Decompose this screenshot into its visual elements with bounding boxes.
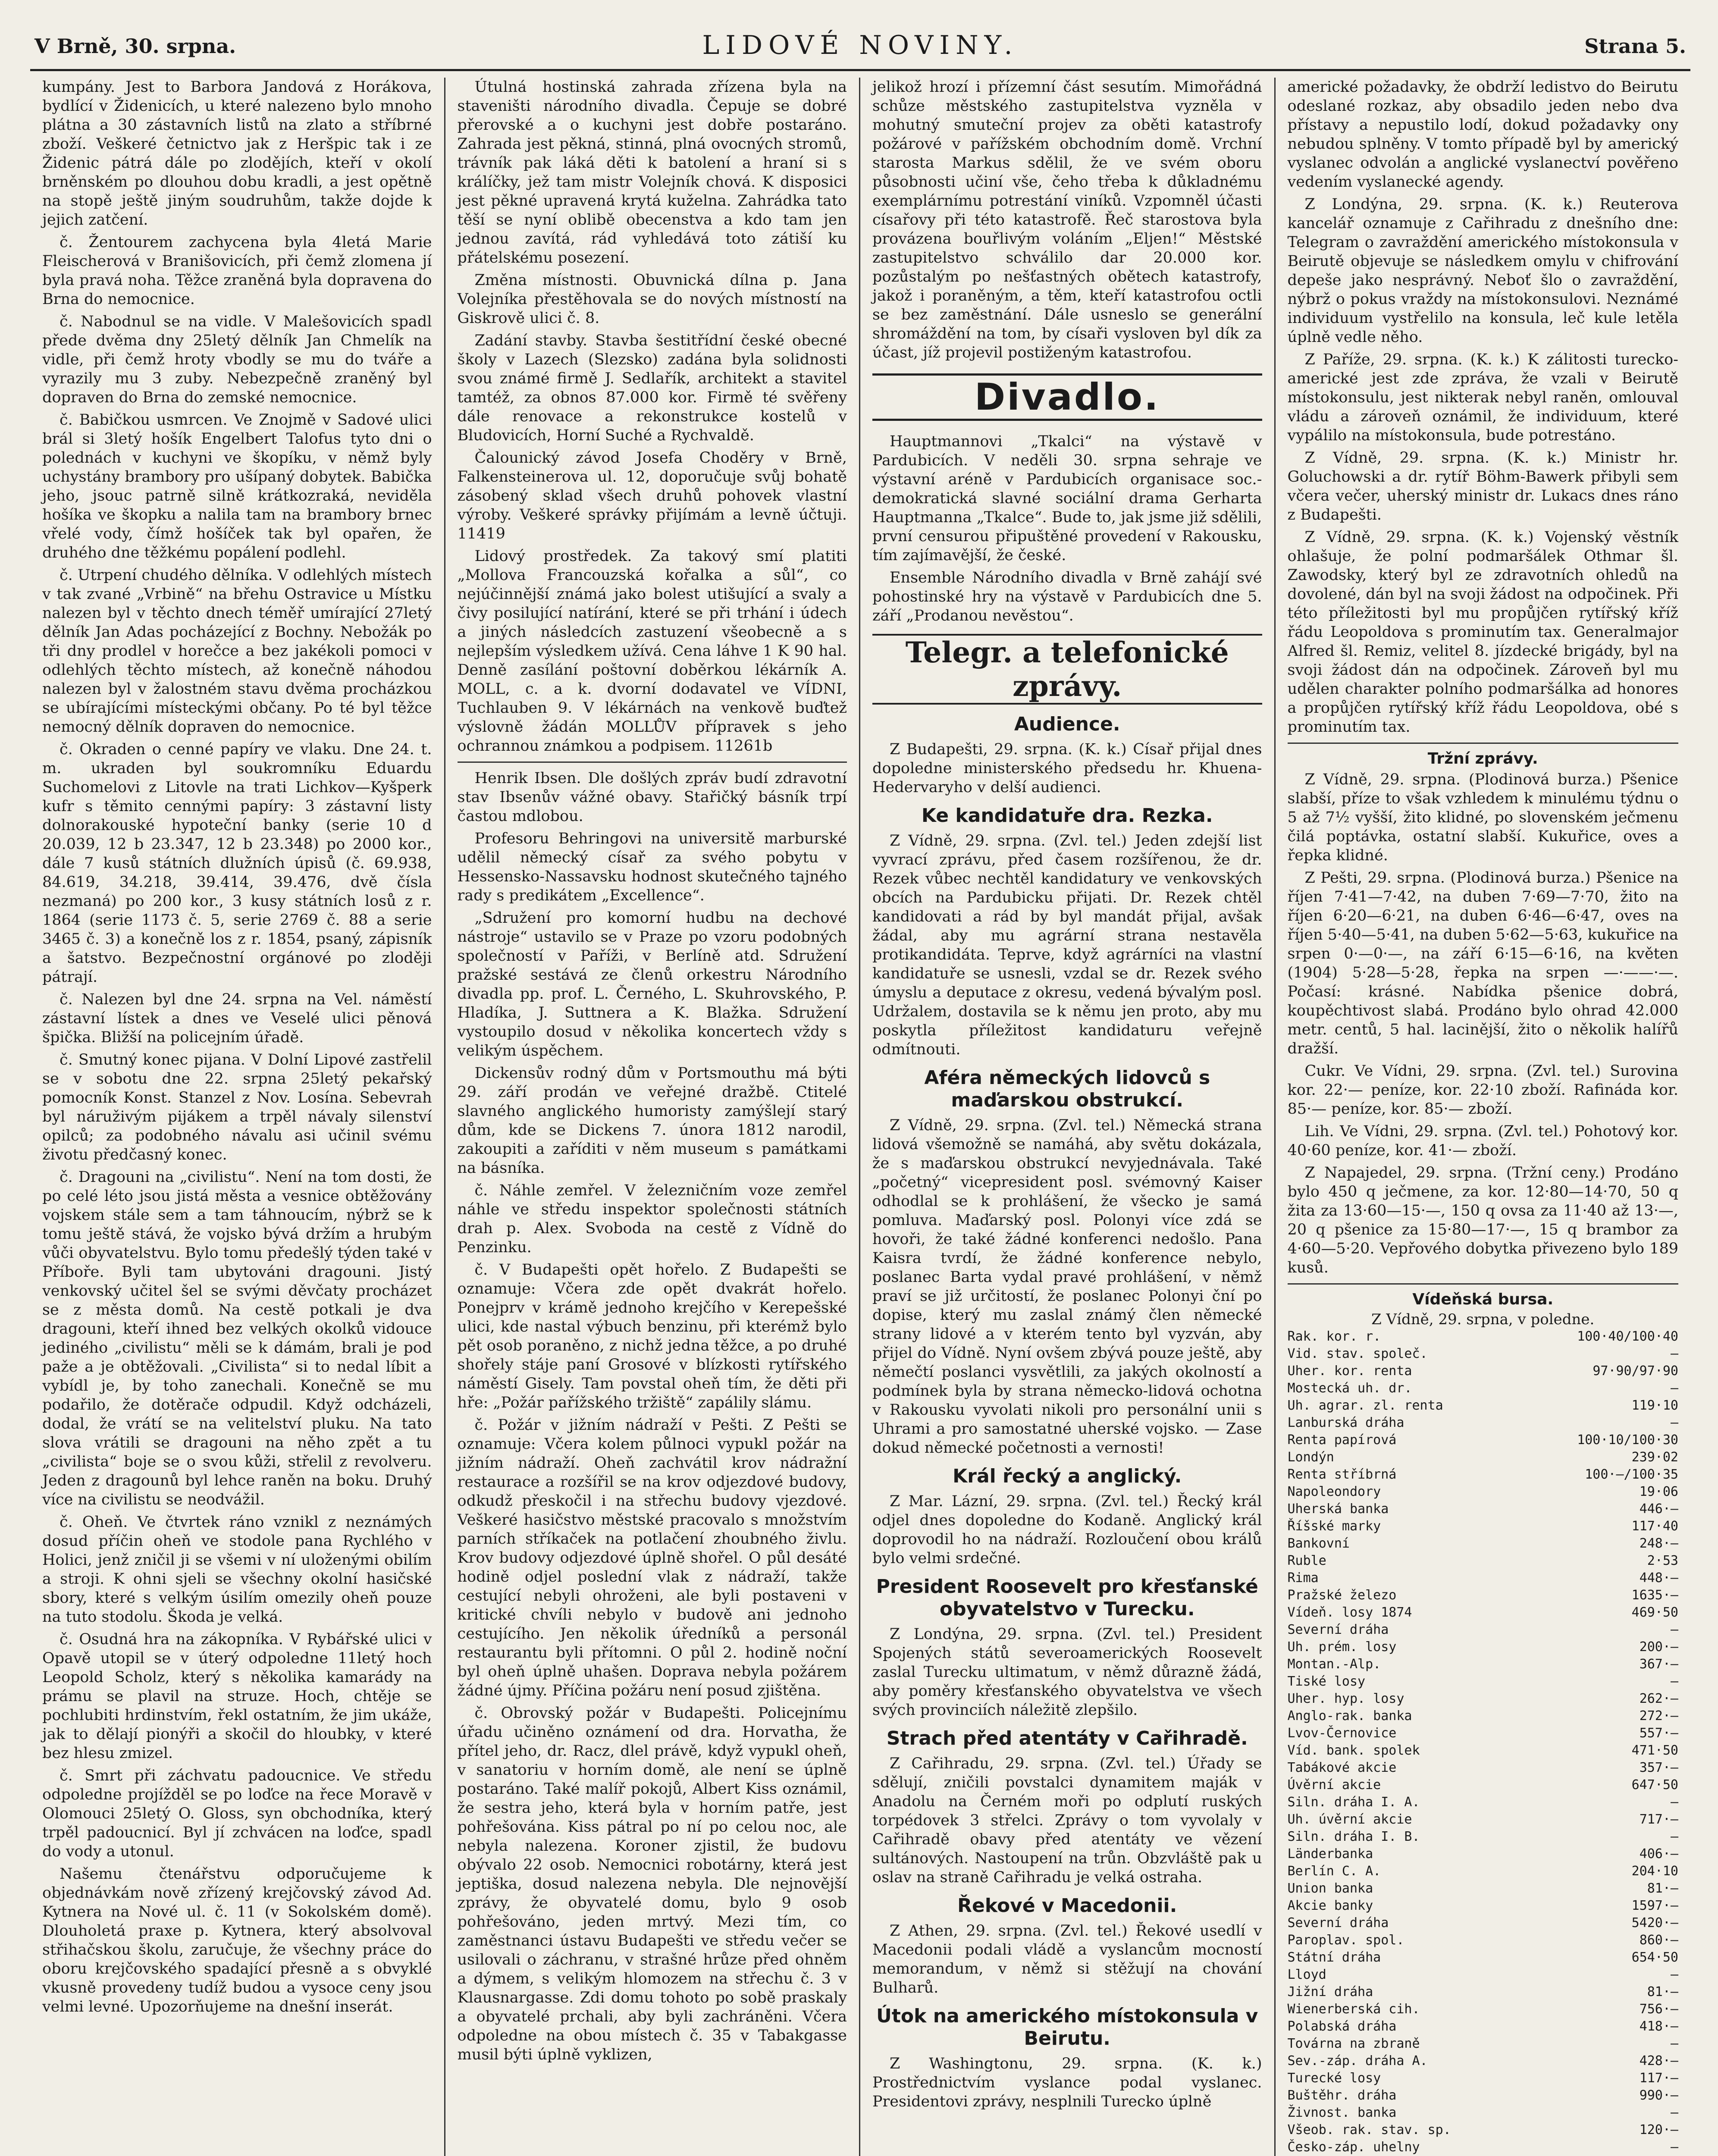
article: Z Budapešti, 29. srpna. (K. k.) Císař přijal dnes dopoledne ministerského předsedu hr. Khuena-Hedervaryho v delší audienci. bbox=[872, 741, 1262, 796]
page-number: Strana 5. bbox=[1584, 34, 1686, 58]
article: jelikož hrozí i přízemní část sesutím. Mimořádná schůze městského zastupitelstva vyzněla v mohutný smuteční projev za oběti katastrofy požárové v pařížském obchodním domě. Vrchní starosta Markus sdělil, že ve svém oboru působnosti učiní vše, čeho třeba k důkladnému exemplárnímu potrestání viníků. Vzpomněl účasti císařovy při této katastrofě. Řeč starostova byla provázena bouřlivým voláním „Eljen!“ Městské zastupitelstvo schválilo dar 20.000 kor. pozůstalým po nešťastných obětech katastrofy, jakož i poraněným, a těm, kteří katastrofou octli se bez zaměstnání. Dále usneslo se generální shromáždění na tom, by císaři vysloven byl dík za účast, jíž projevil postiženým katastrofou. bbox=[872, 78, 1262, 361]
bourse-row bbox=[1288, 1673, 1679, 1690]
article: Zadání stavby. Stavba šestitřídní české obecné školy v Lazech (Slezsko) zadána byla solidnosti svou známé firmě J. Sedlařík, architekt a stavitel tamtéž, za obnos 87.000 kor. Firmě té svěřeny dále renovace a rekonstrukce kostelů v Bludovicích, Horní Suché a Rychvaldě. bbox=[457, 332, 847, 444]
bourse-row bbox=[1288, 1639, 1679, 1656]
column-3 bbox=[860, 78, 1276, 2156]
article: Z Vídně, 29. srpna. (K. k.) Ministr hr. Goluchowski a dr. rytíř Böhm-Bawerk přibyli sem včera večer, uherský ministr dr. Lukacs dnes ráno z Budapešti. bbox=[1287, 449, 1678, 523]
bourse-row bbox=[1288, 1552, 1679, 1570]
bourse-value: 557·— bbox=[1639, 1726, 1678, 1741]
bourse-value: 272·— bbox=[1639, 1708, 1678, 1724]
article: Z Washingtonu, 29. srpna. (K. k.) Prostřednictvím vyslance podal vyslanec. Presidentovi zprávy, nesplnili Turecko úplně bbox=[872, 2055, 1262, 2110]
columns bbox=[30, 78, 1690, 2156]
bourse-name: Siln. dráha I. B. bbox=[1287, 1829, 1420, 1844]
section-heading-bourse: Vídeňská bursa. bbox=[1412, 1291, 1554, 1308]
bourse-name: Uh. agrar. zl. renta bbox=[1287, 1398, 1443, 1413]
article: č. Nabodnul se na vidle. V Malešovicích spadl přede dvěma dny 25letý dělník Jan Chmelík na vidle, při čemž hroty vbodly se mu do tváře a vyrazily mu 3 zuby. Nebezpečně zraněný byl dopraven do Brna do zemské nemocnice. bbox=[42, 313, 432, 406]
bourse-value: 471·50 bbox=[1631, 1743, 1678, 1758]
bourse-name: Rak. kor. r. bbox=[1287, 1329, 1381, 1344]
bourse-value: 2·53 bbox=[1647, 1553, 1678, 1568]
bourse-value: 448·— bbox=[1639, 1570, 1678, 1586]
bourse-value: 860·— bbox=[1639, 1933, 1678, 1948]
bourse-value: — bbox=[1670, 1346, 1678, 1361]
article: „Sdružení pro komorní hudbu na dechové nástroje“ ustavilo se v Praze po vzoru podobných společností v Paříži, v Berlíně atd. Sdružení pražské sestává ze členů orkestru Národního divadla pp. prof. L. Černého, L. Skuhrovského, P. Hladíka, J. Suttnera a K. Blažka. Sdružení vystoupilo dosud v několika koncertech vždy s velikým úspěchem. bbox=[457, 909, 847, 1059]
bourse-row bbox=[1288, 2001, 1679, 2018]
bourse-row bbox=[1288, 1604, 1679, 1621]
bourse-name: Mostecká uh. dr. bbox=[1287, 1381, 1412, 1396]
advertisement: Čalounický závod Josefa Choděry v Brně, Falkensteinerova ul. 12, doporučuje svůj bohatě zásobený sklad všech druhů pohovek vlastní výroby. Veškeré správky přijímám a levně účtuji. 11419 bbox=[457, 449, 847, 542]
bourse-value: 367·— bbox=[1639, 1657, 1678, 1672]
bourse-name: Sev.-záp. dráha A. bbox=[1287, 2053, 1428, 2068]
market-report: Z Vídně, 29. srpna. (Plodinová burza.) Pšenice slabší, příze to však vzhledem k minulému týdnu o 5 až 7½ vyšší, žito klidné, po slovenském ječmenu čilá poptávka, ostatní slabší. Kukuřice, oves a řepka klidné. bbox=[1287, 771, 1678, 864]
article: Z Athen, 29. srpna. (Zvl. tel.) Řekové usedlí v Macedonii podali vládě a vyslancům mocností memorandum, v němž si stěžují na chování Bulharů. bbox=[872, 1922, 1262, 1996]
bourse-name: Víd. bank. spolek bbox=[1287, 1743, 1420, 1758]
bourse-name: Úvěrní akcie bbox=[1287, 1777, 1381, 1792]
divider bbox=[1288, 743, 1679, 744]
headline: Útok na amerického místokonsula v Beirutu. bbox=[876, 2005, 1258, 2049]
bourse-row bbox=[1288, 1984, 1679, 2001]
newspaper-page bbox=[30, 22, 1690, 2156]
bourse-table bbox=[1288, 1328, 1679, 2156]
bourse-value: 200·— bbox=[1639, 1639, 1678, 1655]
bourse-name: Napoleondory bbox=[1287, 1484, 1381, 1499]
article: č. Náhle zemřel. V železničním voze zemřel náhle ve středu inspektor společnosti státních drah p. Alex. Svoboda na cestě z Vídně do Penzinku. bbox=[457, 1182, 847, 1256]
bourse-value: 19·06 bbox=[1639, 1484, 1678, 1499]
bourse-row bbox=[1288, 2104, 1679, 2122]
bourse-name: Vídeň. losy 1874 bbox=[1287, 1605, 1412, 1620]
article: č. Oheň. Ve čtvrtek ráno vznikl z neznámých dosud příčin oheň ve stodole pana Rychlého v Holici, jenž zničil ji se všemi v ní uloženými obilím a stroji. K ohni sjeli se všechny okolní hasičské sbory, které s velkým úsilím omezily oheň pouze na tuto stodolu. Škoda je velká. bbox=[42, 1514, 432, 1626]
article: Z Vídně, 29. srpna. (Zvl. tel.) Jeden zdejší list vyvrací zprávu, před časem rozšířenou, že dr. Rezek vůbec nechtěl kandidatury ve venkovských obcích na Pardubicku přijati. Dr. Rezek chtěl kandidovati a rád by byl mandát přijal, avšak žádal, aby mu agrární strana nestavěla protikandidáta. Teprve, když agrárníci na vlastní kandidatuře se usnesli, vzdal se dr. Rezek svého úmyslu a deputace z okresu, vedená bývalým posl. Udržalem, dostavila se k němu jen proto, aby mu poskytla příležitost kandidaturu veřejně odmítnouti. bbox=[872, 832, 1262, 1058]
bourse-name: Uher. hyp. losy bbox=[1287, 1691, 1404, 1706]
bourse-value: — bbox=[1670, 1795, 1678, 1810]
bourse-row bbox=[1288, 1363, 1679, 1380]
bourse-row bbox=[1288, 1621, 1679, 1639]
bourse-value: 100·—/100·35 bbox=[1585, 1467, 1678, 1482]
article: Z Mar. Lázní, 29. srpna. (Zvl. tel.) Řecký král odjel dnes dopoledne do Kodaně. Anglický král doprovodil ho na nádraží. Rozloučení obou králů bylo velmi srdečné. bbox=[872, 1493, 1262, 1567]
bourse-name: Lvov-Černovice bbox=[1287, 1726, 1397, 1741]
bourse-row bbox=[1288, 1811, 1679, 1828]
bourse-name: Ruble bbox=[1287, 1553, 1326, 1568]
bourse-name: Akcie banky bbox=[1287, 1898, 1373, 1913]
bourse-row bbox=[1288, 1880, 1679, 1897]
article: č. Požár v jižním nádraží v Pešti. Z Pešti se oznamuje: Včera kolem půlnoci vypukl požár na jižním nádraží. Oheň zachvátil krov nádražní restaurace a rozšířil se na krov odjezdové budovy, odkudž přeskočil i na střechu budovy vjezdové. Veškeré hasičstvo městské pracovalo s množstvím parních stříkaček na potlačení zhoubného živlu. Krov budovy odjezdové úplně shořel. O půl desáté hodině odjel poslední vlak z nádraží, takže cestující nebyli ohroženi, ale byli postaveni v kritické chvíli nebylo v budově ani jednoho cestujícího. Jen několik úředníků a personál restaurantu byli přítomni. O půl 2. hodině noční byl oheň úplně uhašen. Doprava nebyla požárem žádné újmy. Příčina požáru není posud zjištěna. bbox=[457, 1416, 847, 1699]
bourse-row bbox=[1288, 2139, 1679, 2156]
bourse-row bbox=[1288, 1742, 1679, 1759]
bourse-name: Renta papírová bbox=[1287, 1432, 1397, 1448]
article: Dickensův rodný dům v Portsmouthu má býti 29. září prodán ve veřejné dražbě. Ctitelé slavného anglického humoristy zamýšlejí starý dům, kde se Dickens 7. února 1812 narodil, zakoupiti a zaříditi v něm museum s památkami na básníka. bbox=[457, 1065, 847, 1177]
bourse-row bbox=[1288, 1863, 1679, 1880]
bourse-name: Anglo-rak. banka bbox=[1287, 1708, 1412, 1724]
headline: President Roosevelt pro křesťanské obyvatelstvo v Turecku. bbox=[876, 1576, 1258, 1620]
bourse-name: Státní dráha bbox=[1287, 1950, 1381, 1965]
bourse-row bbox=[1288, 1966, 1679, 1984]
bourse-value: 446·— bbox=[1639, 1501, 1678, 1517]
newspaper-title: LIDOVÉ NOVINY. bbox=[702, 30, 1019, 60]
article: Z Vídně, 29. srpna. (Zvl. tel.) Německá strana lidová všemožně se namáhá, aby světu dokázala, že s maďarskou obstrukcí nevyjednávala. Také „početný“ vicepresident posl. svémovný Kaiser odhodlal se k prohlášení, že všecko je samá pomluva. Maďarský posl. Polonyi více zdá se hovoři, že také žádné konferenci nedošlo. Pana Kaisra tvrdí, že žádné konference nebylo, poslanec Barta vydal pravé prohlášení, v němž praví se již určitostí, že poslanec Polonyi ční po dopise, který mu zaslal známý člen německé strany lidové a v kterém tento byl vyzván, aby přijel do Vídně. Nyní ovšem zbývá pouze ještě, aby němečtí poslanci vysvětlili, za jakých okolností a podmínek byla by strana německo-lidová ochotna v Rakousku vyvolati nikoli pro personální unii s Uhrami a pro samostatné uherské vojsko. — Zase dokud německé početnosti a vernosti! bbox=[872, 1117, 1262, 1457]
bourse-value: 120·— bbox=[1639, 2122, 1678, 2137]
bourse-row bbox=[1288, 1466, 1679, 1483]
bourse-value: 469·50 bbox=[1631, 1605, 1678, 1620]
headline: Řekové v Macedonii. bbox=[957, 1895, 1177, 1917]
article: č. Utrpení chudého dělníka. V odlehlých místech v tak zvané „Vrbině“ na břehu Ostravice u Místku nalezen byl v těchto dnech téměř umírající 27letý dělník Jan Adas pocházející z Bochny. Nebožák po tři dny prodlel v horečce a bez jakékoli pomoci v odlehlých těchto místech, až konečně náhodou nalezen byl v žalostném stavu dvěma procházkou se ubírajícími místeckými občany. Po té byl těžce nemocný dělník dopraven do nemocnice. bbox=[42, 567, 432, 736]
article: Henrik Ibsen. Dle došlých zpráv budí zdravotní stav Ibsenův vážné obavy. Stařičký básník trpí častou mdlobou. bbox=[457, 770, 847, 825]
bourse-name: Länderbanka bbox=[1287, 1846, 1373, 1861]
bourse-subtitle: Z Vídně, 29. srpna, v poledne. bbox=[1371, 1311, 1595, 1328]
market-report: Z Napajedel, 29. srpna. (Tržní ceny.) Prodáno bylo 450 q ječmene, za kor. 12·80—14·70, 50 q žita za 13·60—15·—, 150 q ovsa za 11·40 až 13·—, 20 q pšenice za 15·80—17·—, 15 q brambor za 4·60—5·20. Vepřového dobytka přivezeno bylo 189 kusů. bbox=[1287, 1164, 1678, 1276]
bourse-row bbox=[1288, 2035, 1679, 2053]
bourse-row bbox=[1288, 1449, 1679, 1466]
bourse-value: 756·— bbox=[1639, 2002, 1678, 2017]
headline: Ke kandidatuře dra. Rezka. bbox=[921, 805, 1213, 827]
bourse-value: 357·— bbox=[1639, 1760, 1678, 1775]
article: Z Vídně, 29. srpna. (K. k.) Vojenský věstník ohlašuje, že polní podmaršálek Othmar šl. Zawodsky, který byl ze zdravotních ohledů na dovolené, dán byl na svoji žádost na odpočinek. Při této příležitosti byl mu propůjčen rytířský kříž řádu Leopoldova s prominutím tax. Generalmajor Alfred šl. Remiz, velitel 8. jízdecké brigády, byl na svoji žádost dán na odpočinek. Zároveň byl mu udělen charakter polního podmaršálka ad honores a propůjčen rytířský kříž řádu Leopoldova, obé s prominutím tax. bbox=[1287, 529, 1678, 736]
bourse-value: 990·— bbox=[1639, 2088, 1678, 2103]
bourse-row bbox=[1288, 2070, 1679, 2087]
bourse-value: 654·50 bbox=[1631, 1950, 1678, 1965]
bourse-value: 5420·— bbox=[1631, 1915, 1678, 1930]
bourse-row bbox=[1288, 1725, 1679, 1742]
article: americké požadavky, že obdrží ledistvo do Beirutu odeslané rozkaz, aby obsadilo jeden nebo dva přístavy a nepustilo lodí, dokud požadavky ony nebudou splněny. V tomto případě byl by americký vyslanec odvolán a anglické vyslanectví pověřeno vedením vyslanecké agendy. bbox=[1287, 78, 1678, 191]
column-4 bbox=[1276, 78, 1691, 2156]
article: č. Okraden o cenné papíry ve vlaku. Dne 24. t. m. ukraden byl soukromníku Eduardu Suchomelovi z Litovle na trati Lichkov—Kyšperk kufr s těmito cennými papíry: 3 zástavní listy dolnorakouské hypoteční banky (serie 10 d 20.039, 12 b 23.347, 12 b 23.348) po 2000 kor., dále 7 kusů státních dlužních úpisů (č. 69.938, 84.619, 34.218, 39.414, 39.476, dvě čísla nezmaná) po 200 kor., 3 kusy státních losů z r. 1864 (serie 1173 č. 5, serie 2769 č. 88 a serie 3465 č. 3) a konečně los z r. 1854, psaný, zápisník a šatstvo. Bezpečnostní orgánové po zloději pátrají. bbox=[42, 741, 432, 986]
bourse-row bbox=[1288, 1949, 1679, 1966]
bourse-name: Paroplav. spol. bbox=[1287, 1933, 1404, 1948]
bourse-name: Továrna na zbraně bbox=[1287, 2036, 1420, 2051]
bourse-name: Uh. úvěrní akcie bbox=[1287, 1812, 1412, 1827]
bourse-row bbox=[1288, 1708, 1679, 1725]
bourse-row bbox=[1288, 1501, 1679, 1518]
bourse-name: Uherská banka bbox=[1287, 1501, 1389, 1517]
bourse-row bbox=[1288, 1777, 1679, 1794]
article: Z Londýna, 29. srpna. (Zvl. tel.) President Spojených států severoamerických Roosevelt zaslal Turecku ultimatum, v němž důrazně žádá, aby poměry křesťanského obyvatelstva ve všech svých provinciích náležitě zlepšilo. bbox=[872, 1626, 1262, 1719]
bourse-value: — bbox=[1670, 2140, 1678, 2155]
article: Profesoru Behringovi na universitě marburské udělil německý císař za svého pobytu v Hessensko-Nassavsku hodnost skutečného tajného rady s predikátem „Excellence“. bbox=[457, 830, 847, 904]
bourse-name: Severní dráha bbox=[1287, 1622, 1389, 1637]
article: č. Osudná hra na zákopníka. V Rybářské ulici v Opavě utopil se v úterý odpoledne 11letý hoch Leopold Scholz, který s několika kamarády na prámu se plavil na struze. Hoch, chtěje se pochlubiti hrdinstvím, řekl ostatním, že jim ukáže, jak to dělají pionýři a skočil do hloubky, v které bez hlesu zmizel. bbox=[42, 1631, 432, 1762]
bourse-value: 248·— bbox=[1639, 1536, 1678, 1551]
bourse-name: Bankovní bbox=[1287, 1536, 1350, 1551]
bourse-row bbox=[1288, 1846, 1679, 1863]
bourse-name: Union banka bbox=[1287, 1881, 1373, 1896]
bourse-value: — bbox=[1670, 1415, 1678, 1430]
bourse-value: 1635·— bbox=[1631, 1588, 1678, 1603]
bourse-value: — bbox=[1670, 2036, 1678, 2051]
bourse-row bbox=[1288, 1828, 1679, 1846]
divider bbox=[458, 761, 847, 763]
bourse-value: 647·50 bbox=[1631, 1777, 1678, 1792]
bourse-row bbox=[1288, 1690, 1679, 1708]
bourse-value: 418·— bbox=[1639, 2019, 1678, 2034]
bourse-row bbox=[1288, 1915, 1679, 1932]
bourse-row bbox=[1288, 1535, 1679, 1552]
article: č. Dragouni na „civilistu“. Není na tom dosti, že po celé léto jsou jistá města a vesnice obtěžovány vojskem stále sem a tam táhnoucím, nýbrž se k tomu ještě stává, že vojsko bývá držím a hrubým vůči obyvatelstvu. Bylo tomu předešlý týden také v Příboře. Byli tam ubytováni dragouni. Jistý venkovský učitel šel se svými děvčaty procházet se z města domů. Na cestě potkali je dva dragouni, kteří ihned bez velkých okolků vidouce jediného „civilistu“ měli se k dámám, brali je pod paže a je obtěžovali. „Civilista“ si to nedal líbit a vybídl je, by toho zanechali. Konečně se mu podařilo, že dotěrače odpudil. Když odcházeli, dodal, že vrátí se na velitelství pluku. Na tato slova vrátili se dragouni na něho zpět a tu „civilista“ boje se o svou kůži, střelil z revolveru. Jeden z dragounů byl lehce raněn na boku. Druhý více na civilistu se neodvážil. bbox=[42, 1169, 432, 1508]
bourse-value: 81·— bbox=[1647, 1984, 1678, 1999]
bourse-value: 1597·— bbox=[1631, 1898, 1678, 1913]
bourse-row bbox=[1288, 2053, 1679, 2070]
bourse-value: 204·10 bbox=[1631, 1864, 1678, 1879]
bourse-name: Živnost. banka bbox=[1287, 2105, 1397, 2120]
bourse-name: Jižní dráha bbox=[1287, 1984, 1373, 1999]
bourse-name: Rima bbox=[1287, 1570, 1319, 1586]
bourse-name: Tabákové akcie bbox=[1287, 1760, 1397, 1775]
article: Změna místnosti. Obuvnická dílna p. Jana Volejníka přestěhovala se do nových místností na Giskrově ulici č. 8. bbox=[457, 272, 847, 327]
bourse-row bbox=[1288, 1345, 1679, 1363]
bourse-value: 239·02 bbox=[1631, 1450, 1678, 1465]
bourse-value: — bbox=[1670, 1381, 1678, 1396]
bourse-value: 100·10/100·30 bbox=[1577, 1432, 1678, 1448]
bourse-value: — bbox=[1670, 1622, 1678, 1637]
bourse-name: Tiské losy bbox=[1287, 1674, 1366, 1689]
bourse-row bbox=[1288, 1932, 1679, 1949]
bourse-name: Česko-záp. uhelny bbox=[1287, 2140, 1420, 2155]
article: č. Smutný konec pijana. V Dolní Lipové zastřelil se v sobotu dne 22. srpna 25letý pekařský pomocník Konst. Stanzel z Nov. Losína. Sebevrah byl náruživým pijákem a trpěl návaly silenství opilců; za podobného návalu asi učinil svému životu předčasný konec. bbox=[42, 1051, 432, 1163]
bourse-value: — bbox=[1670, 2105, 1678, 2120]
bourse-value: 717·— bbox=[1639, 1812, 1678, 1827]
bourse-name: Buštěhr. dráha bbox=[1287, 2088, 1397, 2103]
bourse-name: Všeob. rak. stav. sp. bbox=[1287, 2122, 1451, 2137]
section-heading-telegraph: Telegr. a telefonické zprávy. bbox=[872, 634, 1262, 705]
article: Našemu čtenářstvu odporučujeme k objednávkám nově zřízený krejčovský závod Ad. Kytnera na Nové ul. č. 11 (v Sokolském domě). Dlouholetá praxe p. Kytnera, který absolvoval střihačskou školu, zaručuje, že všechny práce do oboru krejčovského spadající přesně a s obvyklé vkusně provedeny tudíž budou a vysoce ceny jsou velmi levné. Upozorňujeme na dnešní inserát. bbox=[42, 1865, 432, 2015]
section-heading-market: Tržní zprávy. bbox=[1427, 750, 1538, 768]
bourse-name: Říšské marky bbox=[1287, 1519, 1381, 1534]
bourse-value: 406·— bbox=[1639, 1846, 1678, 1861]
bourse-value: — bbox=[1670, 1829, 1678, 1844]
article: Hauptmannovi „Tkalci“ na výstavě v Pardubicích. V neděli 30. srpna sehraje ve výstavní aréně v Pardubicích organisace soc.-demokratická slavné sociální drama Gerharta Hauptmanna „Tkalce“. Bude to, jak jsme již sdělili, první censurou připuštěné provedení v Rakousku, tím zajímavější, že české. bbox=[872, 433, 1262, 564]
article: č. Nalezen byl dne 24. srpna na Vel. náměstí zástavní lístek a dnes ve Veselé ulici pěnová špička. Bližší na policejním úřadě. bbox=[42, 991, 432, 1046]
bourse-row bbox=[1288, 1483, 1679, 1501]
bourse-name: Montan.-Alp. bbox=[1287, 1657, 1381, 1672]
bourse-name: Lloyd bbox=[1287, 1967, 1326, 1982]
bourse-name: Uh. prém. losy bbox=[1287, 1639, 1397, 1655]
bourse-value: 119·10 bbox=[1631, 1398, 1678, 1413]
bourse-name: Lanburská dráha bbox=[1287, 1415, 1404, 1430]
divider bbox=[1288, 1283, 1679, 1285]
bourse-row bbox=[1288, 1380, 1679, 1397]
bourse-row bbox=[1288, 1328, 1679, 1345]
section-heading-theatre: Divadlo. bbox=[872, 373, 1262, 421]
bourse-value: 81·— bbox=[1647, 1881, 1678, 1896]
bourse-row bbox=[1288, 1518, 1679, 1535]
bourse-value: — bbox=[1670, 1674, 1678, 1689]
bourse-value: 97·90/97·90 bbox=[1593, 1363, 1678, 1379]
bourse-value: 117·— bbox=[1639, 2071, 1678, 2086]
bourse-value: 100·40/100·40 bbox=[1577, 1329, 1678, 1344]
bourse-row bbox=[1288, 1397, 1679, 1414]
market-report: Z Pešti, 29. srpna. (Plodinová burza.) Pšenice na říjen 7·41—7·42, na duben 7·69—7·70, žito na říjen 6·20—6·21, na duben 6·46—6·47, oves na říjen 5·40—5·41, na duben 5·62—5·63, kukuřice na srpen 0·—0·—, na září 6·15—6·16, na květen (1904) 5·28—5·28, řepka na srpen —·——·—. Počasí: krásné. Nabídka pšenice dobrá, koupěchtivost slabá. Prodáno bylo ohrad 42.000 metr. centů, 5 hal. lacinější, žito o několik halířů dražší. bbox=[1287, 869, 1678, 1057]
masthead bbox=[30, 22, 1690, 71]
bourse-row bbox=[1288, 1414, 1679, 1432]
bourse-name: Berlín C. A. bbox=[1287, 1864, 1381, 1879]
bourse-value: 428·— bbox=[1639, 2053, 1678, 2068]
bourse-name: Vid. stav. společ. bbox=[1287, 1346, 1428, 1361]
bourse-row bbox=[1288, 1759, 1679, 1777]
bourse-row bbox=[1288, 1656, 1679, 1673]
bourse-name: Turecké losy bbox=[1287, 2071, 1381, 2086]
article: Z Londýna, 29. srpna. (K. k.) Reuterova kancelář oznamuje z Cařihradu z dnešního dne: Telegram o zavraždění amerického místokonsula v Beirutě objevuje se následkem omylu v chifrování depeše jako nesprávný. Neboť šlo o zavraždění, nýbrž o pokus vraždy na místokonsulovi. Neznámé individuum vystřelilo na konsula, leč kule letěla úplně vedle něho. bbox=[1287, 196, 1678, 346]
bourse-row bbox=[1288, 1794, 1679, 1811]
headline: Strach před atentáty v Cařihradě. bbox=[886, 1727, 1248, 1749]
bourse-name: Renta stříbrná bbox=[1287, 1467, 1397, 1482]
bourse-value: 262·— bbox=[1639, 1691, 1678, 1706]
article: č. Obrovský požár v Budapešti. Policejnímu úřadu učiněno oznámení od dra. Horvatha, že přítel jeho, dr. Racz, dlel právě, když vypukl oheň, v sanatoriu v horním domě, ale není se úplně postaráno. Také malíř pokojů, Albert Kiss oznámil, že sestra jeho, která byla v horním patře, jest pohřešována. Kiss pátral po ní po celou noc, ale nebyla nalezena. Koroner zjistil, že budovu obývalo 22 osob. Nemocnici robotárny, která jest jeptiška, dosud nalezena nebyla. Dle nejnovější zprávy, že obyvatelé domu, bylo 9 osob pohřešováno, jeden mrtvý. Mezi tím, co zaměstnanci ústavu Budapešti ve středu večer se usilovali o záchranu, v strašné hrůze před ohněm a dýmem, s velikým hlomozem na střechu č. 3 v Klausnargasse. Zdi domu tohoto po sobě praskaly a obyvatelé prchali, aby byli zachráněni. Včera odpoledne na obou místech č. 35 v Tabakgasse musil býti úplně vyklizen, bbox=[457, 1705, 847, 2063]
article: Z Cařihradu, 29. srpna. (Zvl. tel.) Úřady se sdělují, zničili povstalci dynamitem maják v Anadolu na Černém moři po odplutí ruských torpédovek 3 střelci. Zprávy o tom vyvolaly v Cařihradě obavy před atentáty ve vězení sultánových. Nastoupení na trůn. Obzvláště pak u oslav na straně Cařihradu je velká ostraha. bbox=[872, 1755, 1262, 1886]
bourse-row bbox=[1288, 2087, 1679, 2104]
advertisement: Lidový prostředek. Za takový smí platiti „Mollova Francouzská kořalka a sůl“, co nejúčinnější známá jako bolest utišující a svaly a čivy posilující natírání, které se při trhání i údech a jiných následcích zastuzení všeobecně a s nejlepším výsledkem užívá. Cena láhve 1 K 90 hal. Denně zasílání poštovní doběrkou lékárník A. MOLL, c. a k. dvorní dodavatel ve VÍDNI, Tuchlauben 9. V lékárnách na venkově buďtež výslovně žádán MOLLŮV přípravek s jeho ochrannou známkou a podpisem. 11261b bbox=[457, 548, 847, 755]
headline: Aféra německých lidovců s maďarskou obstrukcí. bbox=[924, 1067, 1210, 1111]
bourse-value: — bbox=[1670, 1967, 1678, 1982]
article: č. Babičkou usmrcen. Ve Znojmě v Sadové ulici brál si 3letý hošík Engelbert Talofus tyto dni o polednách v kuchyni ve škopíku, v němž byly uchystány brambory pro ušípaný dobytek. Babička jeho, jsouc patrně silně krátkozraká, neviděla hošíka ve škopku a nalila tam na brambory brnec vřelé vody, čímž hošíček tak byl opařen, že druhého dne těžkému popálení podlehl. bbox=[42, 411, 432, 561]
bourse-name: Wienerberská cih. bbox=[1287, 2002, 1420, 2017]
market-report: Cukr. Ve Vídni, 29. srpna. (Zvl. tel.) Surovina kor. 22·— peníze, kor. 22·10 zboží. Rafináda kor. 85·— peníze, kor. 85·— zboží. bbox=[1287, 1062, 1678, 1118]
article: kumpány. Jest to Barbora Jandová z Horákova, bydlící v Židenicích, u které nalezeno bylo mnoho plátna a 30 zástavních listů na zlato a stříbrné zboží. Veškeré četnictvo jak z Heršpic tak i ze Židenic pátrá dále po zlodějích, kteří v okolí brněnském po dlouhou dobu kradli, a jest opětně na stopě ještě jiným soudruhům, takže dojde k jejich zatčení. bbox=[42, 78, 432, 229]
bourse-value: 117·40 bbox=[1631, 1519, 1678, 1534]
bourse-row bbox=[1288, 1570, 1679, 1587]
bourse-row bbox=[1288, 1587, 1679, 1604]
bourse-row bbox=[1288, 2122, 1679, 2139]
bourse-name: Pražské železo bbox=[1287, 1588, 1397, 1603]
headline: Král řecký a anglický. bbox=[953, 1465, 1182, 1487]
headline: Audience. bbox=[1014, 713, 1120, 735]
bourse-name: Uher. kor. renta bbox=[1287, 1363, 1412, 1379]
article: Útulná hostinská zahrada zřízena byla na staveništi národního divadla. Čepuje se dobré přerovské a o kuchyni jest dobře postaráno. Zahrada jest pěkná, stinná, plná ovocných stromů, trávník pak láká děti k batolení a hraní si s králíčky, jež tam mistr Volejník chová. K disposici jest pěkné upravená krytá kuželna. Zahrádka tato těší se nyní oblibě obecenstva a kdo tam jen jednou zavítá, rád vyhledává toto zátiší ku přátelskému posezení. bbox=[457, 78, 847, 266]
bourse-name: Londýn bbox=[1287, 1450, 1334, 1465]
issue-date: V Brně, 30. srpna. bbox=[34, 34, 236, 58]
bourse-name: Siln. dráha I. A. bbox=[1287, 1795, 1420, 1810]
bourse-row bbox=[1288, 1897, 1679, 1915]
bourse-name: Polabská dráha bbox=[1287, 2019, 1397, 2034]
column-2 bbox=[445, 78, 861, 2156]
column-1 bbox=[30, 78, 445, 2156]
bourse-row bbox=[1288, 2018, 1679, 2035]
bourse-name: Severní dráha bbox=[1287, 1915, 1389, 1930]
article: Ensemble Národního divadla v Brně zahájí své pohostinské hry na výstavě v Pardubicích dne 5. září „Prodanou nevěstou“. bbox=[872, 569, 1262, 624]
article: č. V Budapešti opět hořelo. Z Budapešti se oznamuje: Včera zde opět dvakrát hořelo. Ponejprv v krámě jednoho krejčího v Kerepešské ulici, kde nastal výbuch benzinu, při kterémž bylo pět osob poraněno, z nichž jedna těžce, a po druhé shořely stáje paní Grosové v blízkosti rytířského náměstí Gisely. Tam povstal oheň tím, že děti při hře: „Požár pařížského tržiště“ zapálily slámu. bbox=[457, 1261, 847, 1411]
market-report: Lih. Ve Vídni, 29. srpna. (Zvl. tel.) Pohotový kor. 40·60 peníze, kor. 41·— zboží. bbox=[1287, 1123, 1678, 1159]
article: Z Paříže, 29. srpna. (K. k.) K zálitosti turecko-americké jest zde zpráva, že vzali v Beirutě místokonsulu, jest nikterak nebyl raněn, omlouval vládu a zároveň oznámil, že individuum, které vypálilo na místokonsula, bude potrestáno. bbox=[1287, 351, 1678, 444]
article: č. Smrt při záchvatu padoucnice. Ve středu odpoledne projížděl se po loďce na řece Moravě v Olomouci 25letý O. Gloss, syn obchodníka, který trpěl padoucnicí. Byl jí zchvácen na loďce, spadl do vody a utonul. bbox=[42, 1767, 432, 1860]
article: č. Žentourem zachycena byla 4letá Marie Fleischerová v Branišovicích, při čemž zlomena jí byla pravá noha. Těžce zraněná byla dopravena do Brna do nemocnice. bbox=[42, 234, 432, 308]
bourse-row bbox=[1288, 1432, 1679, 1449]
